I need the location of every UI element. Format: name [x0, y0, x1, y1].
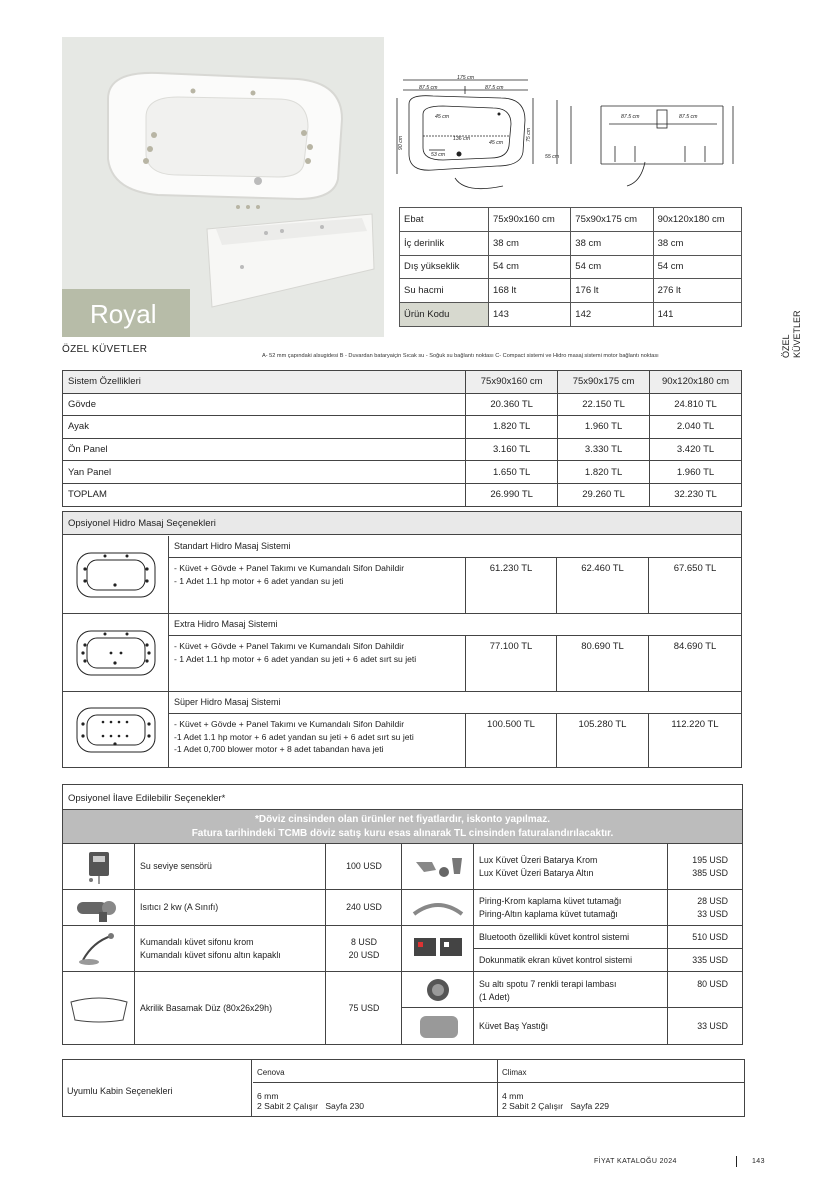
dim-inner-width: 45 cm — [435, 114, 450, 120]
list-item: Bluetooth özellikli küvet kontrol sistemi — [474, 925, 668, 948]
bathtub-side-image — [202, 209, 377, 309]
table-row: Yan Panel 1.650 TL 1.820 TL 1.960 TL — [63, 461, 742, 484]
cabins-label: Uyumlu Kabin Seçenekleri — [63, 1060, 252, 1116]
dim-depth-right: 75 cm — [526, 127, 532, 142]
list-item: Su altı spotu 7 renkli terapi lambası (1 Adet) — [474, 971, 668, 1007]
list-item: Küvet Baş Yastığı — [474, 1007, 668, 1044]
dim-total-width: 175 cm — [457, 75, 475, 81]
table-row: Dış yükseklik 54 cm 54 cm 54 cm — [400, 255, 742, 279]
tub-jets-super-icon — [75, 706, 157, 754]
side-dim-left: 87.5 cm — [621, 114, 640, 120]
spec-table — [399, 207, 742, 327]
touchscreen-icon-label: Dokunmatik ekran küvet kontrol sistemi — [479, 954, 633, 965]
cabin-spec: 4 mm 2 Sabit 2 Çalışır Sayfa 229 — [502, 1091, 610, 1111]
dim-depth-left: 90 cm — [398, 135, 404, 150]
section-title: Opsiyonel İlave Edilebilir Seçenekler* — [63, 785, 742, 810]
diagram-notes: A- 52 mm çapındaki alsugidesi B - Duvardan bataryaiçin Sıcak su - Soğuk su bağlantı noktası C- Compact sistemi ve Hidro masaj sistemi motor bağlantı noktası — [262, 353, 659, 359]
product-title: Royal — [62, 289, 190, 337]
table-row: Su hacmi 168 lt 176 lt 276 lt — [400, 279, 742, 303]
catalog-name: FİYAT KATALOĞU 2024 — [594, 1158, 677, 1165]
bathtub-top-image — [98, 59, 348, 209]
spotlight-icon — [402, 971, 474, 1007]
top-view-diagram — [393, 74, 538, 194]
page-number: 143 — [752, 1158, 765, 1165]
table-row: TOPLAM 26.990 TL 29.260 TL 32.230 TL — [63, 483, 742, 506]
hydro-option-extra: Extra Hidro Masaj Sistemi - Küvet + Gövde + Panel Takımı ve Kumandalı Sifon Dahildir - 1 Adet 1.1 hp motor + 6 adet yandan su jeti + 6 adet sırt su jeti 77.100 TL 80.690 TL 84.690 TL — [63, 614, 741, 692]
list-item: Akrilik Basamak Düz (80x26x29h) — [135, 971, 326, 1044]
svg-text:ÖZEL: ÖZEL — [781, 334, 791, 358]
cabin-name: Climax — [498, 1060, 744, 1083]
hydro-option-super: Süper Hidro Masaj Sistemi - Küvet + Gövde + Panel Takımı ve Kumandalı Sifon Dahildir -1 Adet 1.1 hp motor + 6 adet yandan su jeti + 6 adet sırt su jeti -1 Adet 0,700 blower motor + 8 adet tabandan hava jeti 100.500 TL 105.280 TL 112.220 TL — [63, 692, 741, 768]
table-header: Sistem Özellikleri 75x90x160 cm 75x90x175 cm 90x120x180 cm — [63, 371, 742, 394]
table-row: Ebat 75x90x160 cm 75x90x175 cm 90x120x180 cm — [400, 208, 742, 232]
list-item: Piring-Krom kaplama küvet tutamağı Piring-Altın kaplama küvet tutamağı — [474, 889, 668, 925]
side-dim-right: 87.5 cm — [679, 114, 698, 120]
dim-mid: 136 cm — [453, 136, 471, 142]
optional-extras-section: Opsiyonel İlave Edilebilir Seçenekler* *Döviz cinsinden olan ürünler net fiyatlardır, iskonto yapılmaz. Fatura tarihindeki TCMB döviz satış kuru esas alınarak TL cinsinden faturalandırılacaktır. Su seviye sensörü 100 USD Isıtıcı 2 kw (A Sınıfı) 240 USD Kumandalı küvet sifonu krom Kumandalı küvet sifonu altın kapaklı 8 USD 20 USD Akrilik Basamak Düz (80x26x29h) 75 USD Lux Küvet Üzeri Batarya Krom Lux Küvet Üzeri Batarya Altın 195 USD 385 USD Piring-Krom kaplama küvet tutamağı Piring-Altın kaplama küvet tutamağı 28 USD 33 USD Bluetooth özellikli küvet kontrol sistemi 510 USD Dokunmatik ekran küvet kontrol sistemi 335 USD Su altı spotu 7 renkli terapi lambası (1 Adet) 80 USD Küvet Baş Yastığı 33 USD — [62, 784, 743, 1045]
tub-jets-standard-icon — [75, 551, 157, 599]
product-photo — [62, 37, 384, 337]
table-row: Ürün Kodu 143 142 141 — [400, 303, 742, 327]
cabin-spec: 6 mm 2 Sabit 2 Çalışır Sayfa 230 — [257, 1091, 365, 1111]
table-row: Ön Panel 3.160 TL 3.330 TL 3.420 TL — [63, 438, 742, 461]
dim-inner-small: 45 cm — [489, 140, 504, 146]
tub-jets-extra-icon — [75, 629, 157, 677]
currency-notice: *Döviz cinsinden olan ürünler net fiyatlardır, iskonto yapılmaz. Fatura tarihindeki TCMB döviz satış kuru esas alınarak TL cinsinden faturalandırılacaktır. — [63, 810, 742, 843]
compatible-cabins — [62, 1059, 745, 1117]
level-sensor-icon — [63, 843, 135, 889]
list-item: Kumandalı küvet sifonu krom Kumandalı küvet sifonu altın kapaklı — [135, 925, 326, 971]
dim-half-left: 87.5 cm — [419, 85, 438, 91]
list-item: Isıtıcı 2 kw (A Sınıfı) — [135, 889, 326, 925]
side-dim-height: 55 cm — [545, 154, 560, 160]
side-section-label — [777, 300, 807, 360]
table-row: Gövde 20.360 TL 22.150 TL 24.810 TL — [63, 393, 742, 416]
list-item — [474, 948, 668, 971]
heater-icon — [63, 889, 135, 925]
dim-corner: 53 cm — [431, 152, 446, 158]
list-item: Lux Küvet Üzeri Batarya Krom Lux Küvet Üzeri Batarya Altın — [474, 843, 668, 889]
table-row: İç derinlik 38 cm 38 cm 38 cm — [400, 231, 742, 255]
faucet-icon — [402, 843, 474, 889]
hydro-option-standard: Standart Hidro Masaj Sistemi - Küvet + Gövde + Panel Takımı ve Kumandalı Sifon Dahildir - 1 Adet 1.1 hp motor + 6 adet yandan su jeti 61.230 TL 62.460 TL 67.650 TL — [63, 536, 741, 614]
pillow-icon — [402, 1007, 474, 1044]
drain-siphon-icon — [63, 925, 135, 971]
control-panel-icon — [402, 925, 474, 971]
svg-text:KÜVETLER: KÜVETLER — [792, 310, 802, 358]
side-view-diagram — [545, 96, 745, 191]
table-row: Ayak 1.820 TL 1.960 TL 2.040 TL — [63, 416, 742, 439]
section-title: Opsiyonel Hidro Masaj Seçenekleri — [63, 512, 741, 535]
grab-handle-icon — [402, 889, 474, 925]
list-item: Su seviye sensörü — [135, 843, 326, 889]
dim-half-right: 87.5 cm — [485, 85, 504, 91]
section-caption: ÖZEL KÜVETLER — [62, 344, 148, 355]
cabin-name: Cenova — [253, 1060, 497, 1083]
price-table — [62, 370, 742, 507]
acrylic-step-icon — [63, 971, 135, 1044]
hydro-massage-section — [62, 511, 742, 768]
